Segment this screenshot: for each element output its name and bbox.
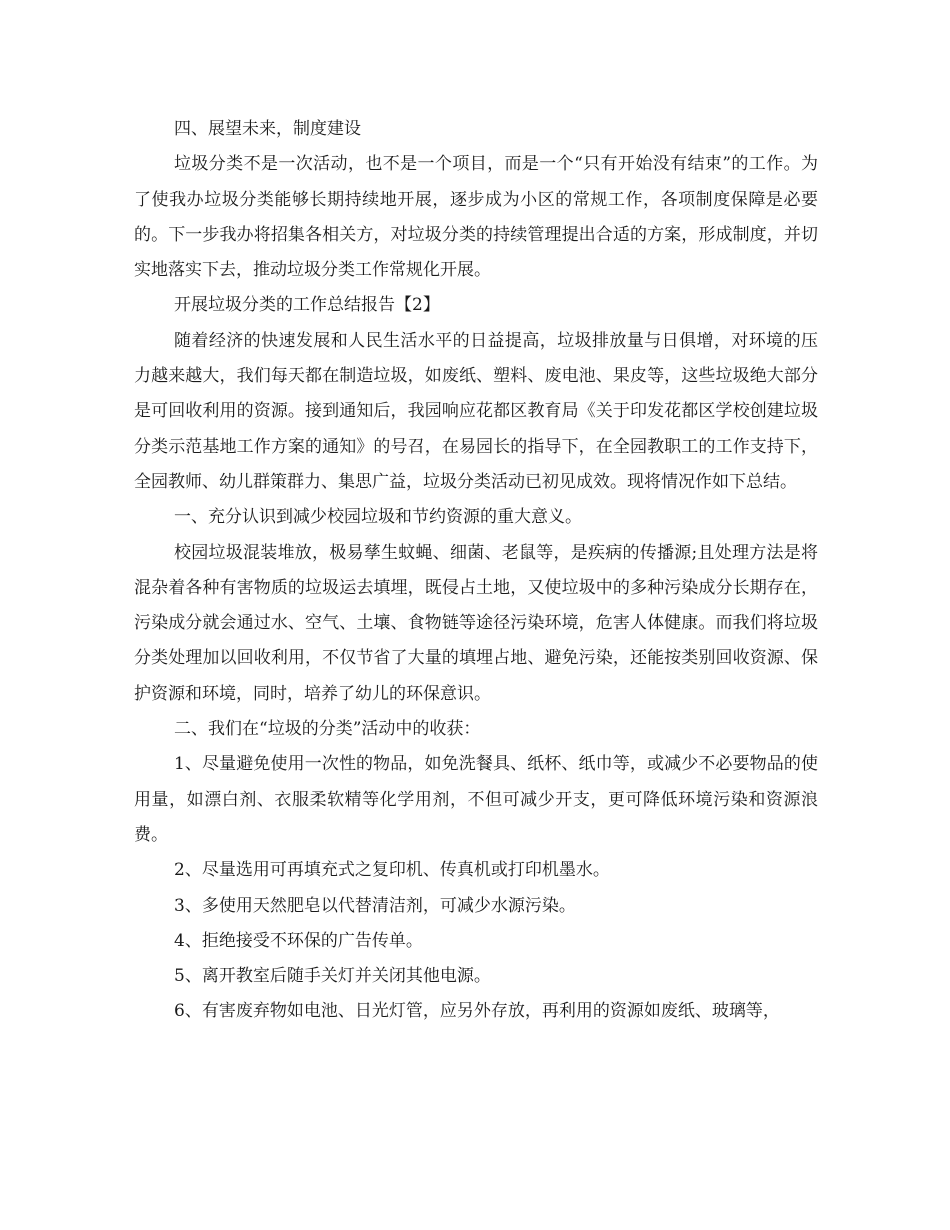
list-item: 6、有害废弃物如电池、日光灯管，应另外存放，再利用的资源如废纸、玻璃等， <box>174 1001 780 1022</box>
paragraph: 校园垃圾混装堆放，极易孳生蚊蝇、细菌、老鼠等，是疾病的传播源;且处理方法是将混杂着各种有害物质的垃圾运去填埋，既侵占土地，又使垃圾中的多种污染成分长期存在，污染成分就会通过水、空气、土壤、食物链等途径污染环境，危害人体健康。而我们将垃圾分类处理加以回收利用，不仅节省了大量的填埋占地、避免污染，还能按类别回收资源、保护资源和环境，同时，培养了幼儿的环保意识。 <box>134 542 818 704</box>
section-heading-significance: 一、充分认识到减少校园垃圾和节约资源的重大意义。 <box>174 507 582 528</box>
list-item: 4、拒绝接受不环保的广告传单。 <box>174 930 423 951</box>
section-heading-gains: 二、我们在“垃圾的分类”活动中的收获： <box>174 719 481 740</box>
list-item: 3、多使用天然肥皂以代替清洁剂，可减少水源污染。 <box>174 895 576 916</box>
list-item: 5、离开教室后随手关灯并关闭其他电源。 <box>174 966 491 987</box>
section-heading-outlook: 四、展望未来，制度建设 <box>174 119 361 139</box>
paragraph: 随着经济的快速发展和人民生活水平的日益提高，垃圾排放量与日俱增，对环境的压力越来越大，我们每天都在制造垃圾，如废纸、塑料、废电池、果皮等，这些垃圾绝大部分是可回收利用的资源。接到通知后，我园响应花都区教育局《关于印发花都区学校创建垃圾分类示范基地工作方案的通知》的号召，在易园长的指导下，在全园教职工的工作支持下，全园教师、幼儿群策群力、集思广益，垃圾分类活动已初见成效。现将情况作如下总结。 <box>134 330 818 492</box>
paragraph: 垃圾分类不是一次活动，也不是一个项目，而是一个“只有开始没有结束”的工作。为了使我办垃圾分类能够长期持续地开展，逐步成为小区的常规工作，各项制度保障是必要的。下一步我办将招集各相关方，对垃圾分类的持续管理提出合适的方案，形成制度，并切实地落实下去，推动垃圾分类工作常规化开展。 <box>134 154 818 281</box>
report-title: 开展垃圾分类的工作总结报告【2】 <box>174 295 440 316</box>
list-item: 1、尽量避免使用一次性的物品，如免洗餐具、纸杯、纸巾等，或减少不必要物品的使用量，如漂白剂、衣服柔软精等化学用剂，不但可减少开支，更可降低环境污染和资源浪费。 <box>134 754 818 845</box>
document-body <box>134 112 818 1030</box>
list-item: 2、尽量选用可再填充式之复印机、传真机或打印机墨水。 <box>174 860 610 881</box>
